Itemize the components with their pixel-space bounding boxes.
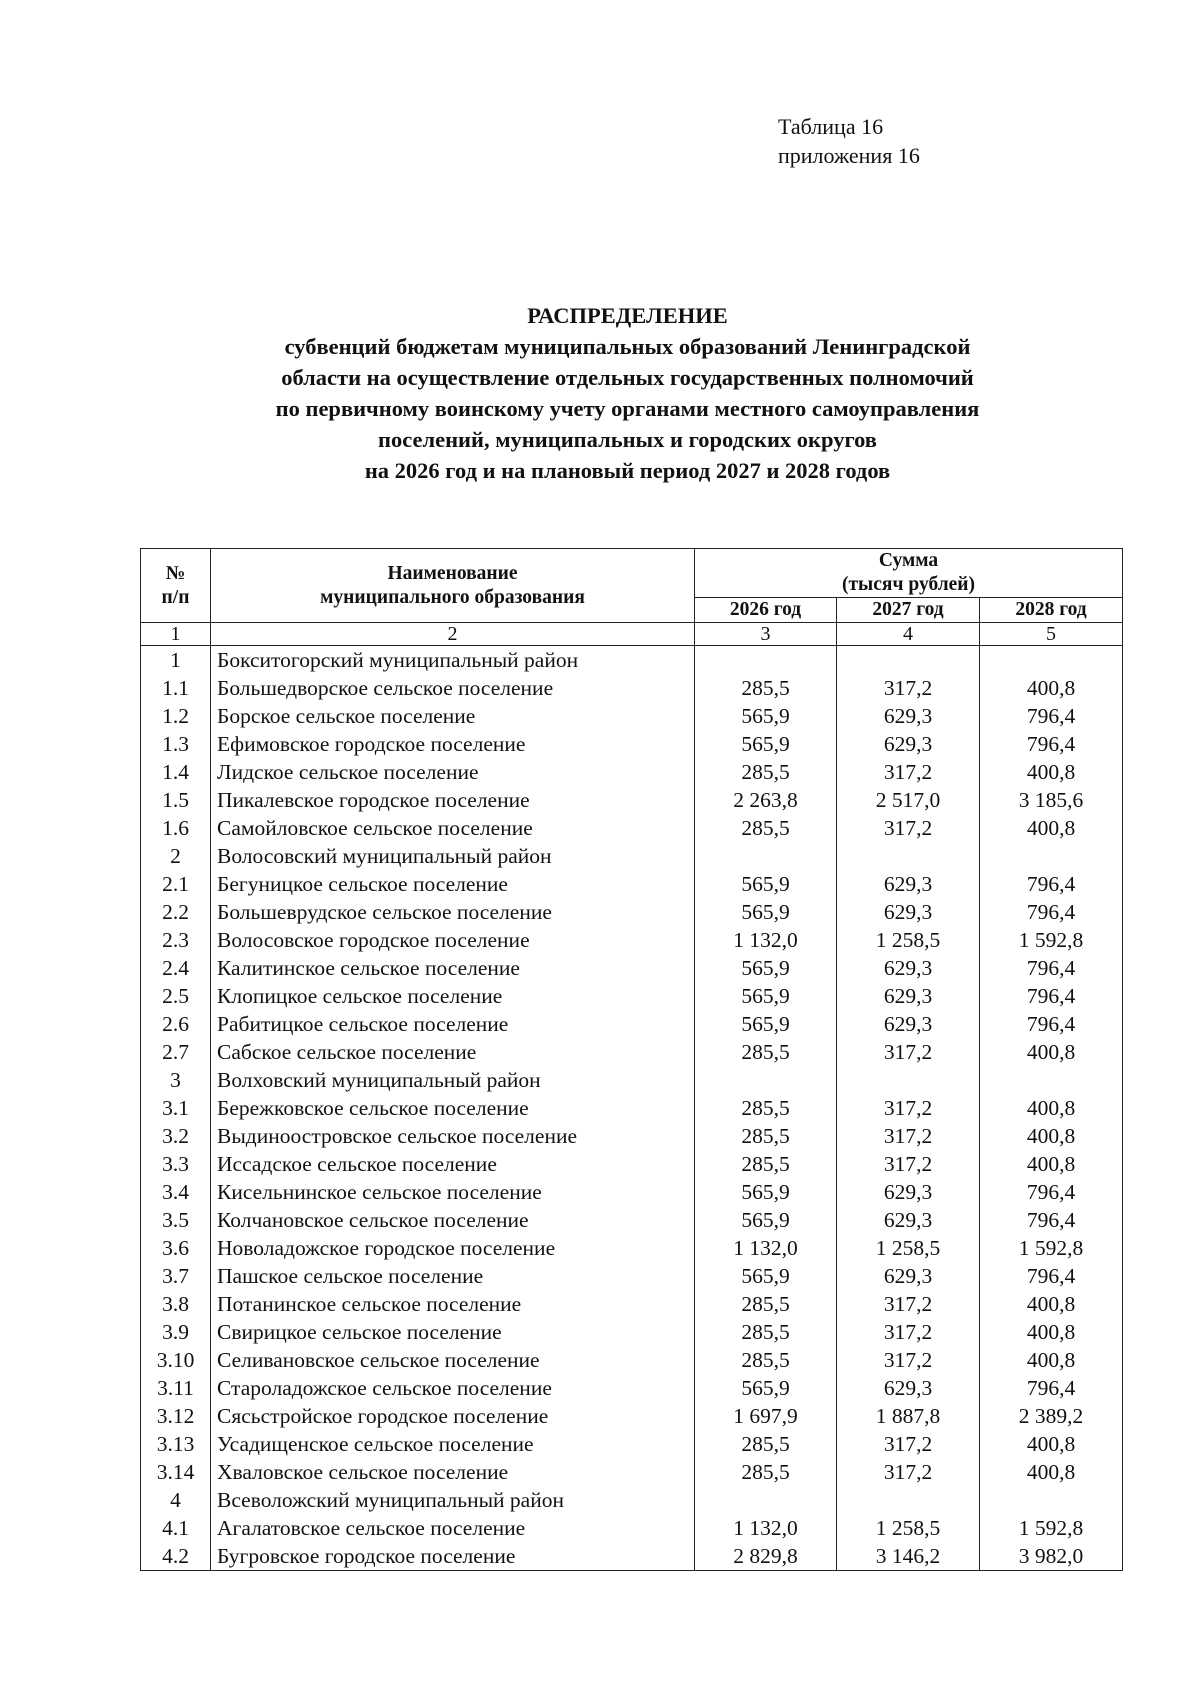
row-value-2026: 285,5 <box>695 814 837 842</box>
row-value-2027: 1 887,8 <box>837 1402 980 1430</box>
row-value-2027: 629,3 <box>837 1374 980 1402</box>
row-value-2026: 565,9 <box>695 870 837 898</box>
row-municipality-name: Рабитицкое сельское поселение <box>211 1010 695 1038</box>
row-value-2027 <box>837 1486 980 1514</box>
row-value-2027: 317,2 <box>837 814 980 842</box>
table-reference <box>778 112 920 170</box>
table-row <box>141 1402 1123 1430</box>
row-value-2026: 1 697,9 <box>695 1402 837 1430</box>
table-row <box>141 1234 1123 1262</box>
row-value-2027: 629,3 <box>837 702 980 730</box>
document-title <box>160 300 1095 486</box>
row-value-2027: 629,3 <box>837 1178 980 1206</box>
row-value-2028: 400,8 <box>980 1430 1123 1458</box>
row-number: 3.13 <box>141 1430 211 1458</box>
row-municipality-name: Иссадское сельское поселение <box>211 1150 695 1178</box>
row-value-2026 <box>695 842 837 870</box>
row-value-2028: 400,8 <box>980 1458 1123 1486</box>
row-value-2028: 796,4 <box>980 982 1123 1010</box>
row-value-2026: 565,9 <box>695 702 837 730</box>
row-value-2028: 1 592,8 <box>980 1514 1123 1542</box>
row-value-2028: 400,8 <box>980 1290 1123 1318</box>
header-number: № п/п <box>141 549 211 623</box>
row-municipality-name: Новоладожское городское поселение <box>211 1234 695 1262</box>
header-year-2026: 2026 год <box>695 598 837 623</box>
row-municipality-name: Калитинское сельское поселение <box>211 954 695 982</box>
row-value-2027: 1 258,5 <box>837 1514 980 1542</box>
row-value-2026: 565,9 <box>695 1178 837 1206</box>
row-number: 3.12 <box>141 1402 211 1430</box>
row-value-2026: 1 132,0 <box>695 1514 837 1542</box>
row-value-2027: 317,2 <box>837 1318 980 1346</box>
row-number: 1.6 <box>141 814 211 842</box>
row-value-2028: 796,4 <box>980 954 1123 982</box>
row-municipality-name: Большеврудское сельское поселение <box>211 898 695 926</box>
row-municipality-name: Селивановское сельское поселение <box>211 1346 695 1374</box>
table-row <box>141 1038 1123 1066</box>
row-number: 1.5 <box>141 786 211 814</box>
row-value-2028: 2 389,2 <box>980 1402 1123 1430</box>
table-row <box>141 730 1123 758</box>
row-value-2026: 565,9 <box>695 730 837 758</box>
row-number: 1.4 <box>141 758 211 786</box>
table-row <box>141 1178 1123 1206</box>
row-value-2026: 285,5 <box>695 1094 837 1122</box>
row-number: 3.1 <box>141 1094 211 1122</box>
row-municipality-name: Бегуницкое сельское поселение <box>211 870 695 898</box>
table-row <box>141 1010 1123 1038</box>
table-row <box>141 786 1123 814</box>
row-municipality-name: Ефимовское городское поселение <box>211 730 695 758</box>
header-name: Наименование муниципального образования <box>211 549 695 623</box>
table-row <box>141 646 1123 675</box>
row-value-2026: 565,9 <box>695 1262 837 1290</box>
row-municipality-name: Лидское сельское поселение <box>211 758 695 786</box>
row-value-2027: 317,2 <box>837 1290 980 1318</box>
row-value-2027: 1 258,5 <box>837 926 980 954</box>
row-number: 3.5 <box>141 1206 211 1234</box>
row-value-2028: 796,4 <box>980 1010 1123 1038</box>
row-value-2027: 317,2 <box>837 1094 980 1122</box>
row-municipality-name: Клопицкое сельское поселение <box>211 982 695 1010</box>
row-value-2028: 400,8 <box>980 1346 1123 1374</box>
row-value-2026: 285,5 <box>695 1038 837 1066</box>
row-number: 4 <box>141 1486 211 1514</box>
row-number: 2 <box>141 842 211 870</box>
table-row <box>141 954 1123 982</box>
table-row <box>141 758 1123 786</box>
row-number: 1 <box>141 646 211 675</box>
row-value-2027: 317,2 <box>837 1122 980 1150</box>
row-municipality-name: Свирицкое сельское поселение <box>211 1318 695 1346</box>
row-value-2027: 2 517,0 <box>837 786 980 814</box>
table-row <box>141 1290 1123 1318</box>
row-value-2027: 629,3 <box>837 870 980 898</box>
row-value-2026: 565,9 <box>695 898 837 926</box>
row-value-2028: 400,8 <box>980 1122 1123 1150</box>
row-value-2027: 317,2 <box>837 758 980 786</box>
row-municipality-name: Волховский муниципальный район <box>211 1066 695 1094</box>
row-municipality-name: Волосовское городское поселение <box>211 926 695 954</box>
row-value-2026: 565,9 <box>695 1374 837 1402</box>
row-value-2026: 565,9 <box>695 1206 837 1234</box>
row-number: 3.8 <box>141 1290 211 1318</box>
row-number: 3.11 <box>141 1374 211 1402</box>
row-number: 2.3 <box>141 926 211 954</box>
table-row <box>141 1122 1123 1150</box>
row-municipality-name: Пашское сельское поселение <box>211 1262 695 1290</box>
row-value-2027: 629,3 <box>837 1206 980 1234</box>
table-row <box>141 1066 1123 1094</box>
row-value-2028: 796,4 <box>980 730 1123 758</box>
row-value-2026 <box>695 1486 837 1514</box>
row-number: 2.6 <box>141 1010 211 1038</box>
row-number: 4.1 <box>141 1514 211 1542</box>
table-row <box>141 1514 1123 1542</box>
row-value-2027: 629,3 <box>837 982 980 1010</box>
row-number: 2.1 <box>141 870 211 898</box>
distribution-table <box>140 548 1123 1571</box>
row-value-2026: 285,5 <box>695 1122 837 1150</box>
row-value-2027: 629,3 <box>837 1010 980 1038</box>
row-value-2026: 565,9 <box>695 982 837 1010</box>
table-row <box>141 1346 1123 1374</box>
table-row <box>141 1374 1123 1402</box>
row-municipality-name: Усадищенское сельское поселение <box>211 1430 695 1458</box>
row-value-2027: 317,2 <box>837 1038 980 1066</box>
row-value-2028: 1 592,8 <box>980 926 1123 954</box>
row-value-2028 <box>980 1486 1123 1514</box>
row-municipality-name: Пикалевское городское поселение <box>211 786 695 814</box>
row-value-2028: 796,4 <box>980 1262 1123 1290</box>
table-number: Таблица 16 <box>778 114 884 139</box>
row-value-2028: 3 185,6 <box>980 786 1123 814</box>
row-value-2027 <box>837 1066 980 1094</box>
row-value-2026: 285,5 <box>695 1458 837 1486</box>
column-numbers-row <box>141 623 1123 646</box>
row-value-2026: 1 132,0 <box>695 1234 837 1262</box>
row-municipality-name: Бережковское сельское поселение <box>211 1094 695 1122</box>
row-value-2026: 1 132,0 <box>695 926 837 954</box>
row-number: 3.14 <box>141 1458 211 1486</box>
table-row <box>141 1430 1123 1458</box>
title-line-1: РАСПРЕДЕЛЕНИЕ <box>527 303 728 328</box>
title-line-3: области на осуществление отдельных государственных полномочий <box>281 365 974 390</box>
row-municipality-name: Борское сельское поселение <box>211 702 695 730</box>
table-row <box>141 982 1123 1010</box>
row-value-2027: 629,3 <box>837 730 980 758</box>
row-municipality-name: Староладожское сельское поселение <box>211 1374 695 1402</box>
row-value-2028: 796,4 <box>980 1374 1123 1402</box>
row-number: 2.4 <box>141 954 211 982</box>
table-row <box>141 1318 1123 1346</box>
row-value-2026: 285,5 <box>695 758 837 786</box>
row-value-2027: 317,2 <box>837 1430 980 1458</box>
row-municipality-name: Сабское сельское поселение <box>211 1038 695 1066</box>
row-number: 1.3 <box>141 730 211 758</box>
title-line-6: на 2026 год и на плановый период 2027 и 2028 годов <box>364 458 891 483</box>
row-number: 3.2 <box>141 1122 211 1150</box>
row-value-2026: 285,5 <box>695 1430 837 1458</box>
row-number: 2.2 <box>141 898 211 926</box>
row-value-2028 <box>980 646 1123 675</box>
row-municipality-name: Агалатовское сельское поселение <box>211 1514 695 1542</box>
row-value-2026: 285,5 <box>695 1290 837 1318</box>
row-number: 3.9 <box>141 1318 211 1346</box>
row-number: 2.7 <box>141 1038 211 1066</box>
row-municipality-name: Хваловское сельское поселение <box>211 1458 695 1486</box>
appendix-number: приложения 16 <box>778 143 920 168</box>
header-year-2028: 2028 год <box>980 598 1123 623</box>
row-value-2028: 1 592,8 <box>980 1234 1123 1262</box>
table-row <box>141 898 1123 926</box>
row-value-2027: 1 258,5 <box>837 1234 980 1262</box>
column-number: 1 <box>141 623 211 646</box>
row-value-2026: 285,5 <box>695 674 837 702</box>
row-value-2028 <box>980 1066 1123 1094</box>
row-value-2026: 285,5 <box>695 1346 837 1374</box>
row-number: 3.3 <box>141 1150 211 1178</box>
row-value-2027: 629,3 <box>837 898 980 926</box>
row-value-2028: 400,8 <box>980 1038 1123 1066</box>
column-number: 4 <box>837 623 980 646</box>
table-row <box>141 674 1123 702</box>
row-number: 1.2 <box>141 702 211 730</box>
row-municipality-name: Бугровское городское поселение <box>211 1542 695 1571</box>
row-value-2028: 400,8 <box>980 814 1123 842</box>
table-row <box>141 1262 1123 1290</box>
table-row <box>141 702 1123 730</box>
title-line-5: поселений, муниципальных и городских округов <box>378 427 877 452</box>
row-number: 4.2 <box>141 1542 211 1571</box>
table-body <box>141 646 1123 1571</box>
row-number: 3.4 <box>141 1178 211 1206</box>
row-municipality-name: Выдиноостровское сельское поселение <box>211 1122 695 1150</box>
table-row <box>141 870 1123 898</box>
row-municipality-name: Большедворское сельское поселение <box>211 674 695 702</box>
row-value-2027: 317,2 <box>837 1150 980 1178</box>
row-value-2028: 400,8 <box>980 1150 1123 1178</box>
row-value-2026: 2 263,8 <box>695 786 837 814</box>
row-number: 3.10 <box>141 1346 211 1374</box>
column-number: 2 <box>211 623 695 646</box>
row-number: 3.7 <box>141 1262 211 1290</box>
row-municipality-name: Самойловское сельское поселение <box>211 814 695 842</box>
row-municipality-name: Кисельнинское сельское поселение <box>211 1178 695 1206</box>
row-value-2028: 796,4 <box>980 898 1123 926</box>
table-row <box>141 1094 1123 1122</box>
column-number: 5 <box>980 623 1123 646</box>
row-value-2028: 400,8 <box>980 758 1123 786</box>
row-municipality-name: Колчановское сельское поселение <box>211 1206 695 1234</box>
row-value-2026: 565,9 <box>695 1010 837 1038</box>
row-value-2026 <box>695 1066 837 1094</box>
row-municipality-name: Бокситогорский муниципальный район <box>211 646 695 675</box>
row-value-2028 <box>980 842 1123 870</box>
row-value-2028: 400,8 <box>980 1318 1123 1346</box>
table-row <box>141 1206 1123 1234</box>
row-number: 3 <box>141 1066 211 1094</box>
row-municipality-name: Волосовский муниципальный район <box>211 842 695 870</box>
row-value-2028: 796,4 <box>980 1178 1123 1206</box>
row-value-2027: 317,2 <box>837 674 980 702</box>
table-row <box>141 1150 1123 1178</box>
row-value-2028: 400,8 <box>980 1094 1123 1122</box>
row-value-2028: 796,4 <box>980 702 1123 730</box>
table-row <box>141 1458 1123 1486</box>
row-value-2026 <box>695 646 837 675</box>
row-value-2028: 796,4 <box>980 1206 1123 1234</box>
row-municipality-name: Сясьстройское городское поселение <box>211 1402 695 1430</box>
row-value-2028: 400,8 <box>980 674 1123 702</box>
header-sum: Сумма (тысяч рублей) <box>695 549 1123 598</box>
row-value-2028: 796,4 <box>980 870 1123 898</box>
row-value-2027: 629,3 <box>837 954 980 982</box>
table-row <box>141 926 1123 954</box>
header-year-2027: 2027 год <box>837 598 980 623</box>
row-number: 1.1 <box>141 674 211 702</box>
row-value-2026: 285,5 <box>695 1150 837 1178</box>
row-value-2027: 3 146,2 <box>837 1542 980 1571</box>
row-value-2026: 565,9 <box>695 954 837 982</box>
table-row <box>141 814 1123 842</box>
table-row <box>141 1486 1123 1514</box>
row-value-2027 <box>837 646 980 675</box>
table-row <box>141 1542 1123 1571</box>
row-value-2026: 2 829,8 <box>695 1542 837 1571</box>
row-number: 2.5 <box>141 982 211 1010</box>
row-value-2026: 285,5 <box>695 1318 837 1346</box>
row-value-2027: 629,3 <box>837 1262 980 1290</box>
row-municipality-name: Всеволожский муниципальный район <box>211 1486 695 1514</box>
row-municipality-name: Потанинское сельское поселение <box>211 1290 695 1318</box>
title-line-2: субвенций бюджетам муниципальных образований Ленинградской <box>284 334 971 359</box>
row-value-2027: 317,2 <box>837 1458 980 1486</box>
table-row <box>141 842 1123 870</box>
column-number: 3 <box>695 623 837 646</box>
row-value-2027: 317,2 <box>837 1346 980 1374</box>
title-line-4: по первичному воинскому учету органами местного самоуправления <box>275 396 980 421</box>
row-value-2028: 3 982,0 <box>980 1542 1123 1571</box>
row-number: 3.6 <box>141 1234 211 1262</box>
row-value-2027 <box>837 842 980 870</box>
